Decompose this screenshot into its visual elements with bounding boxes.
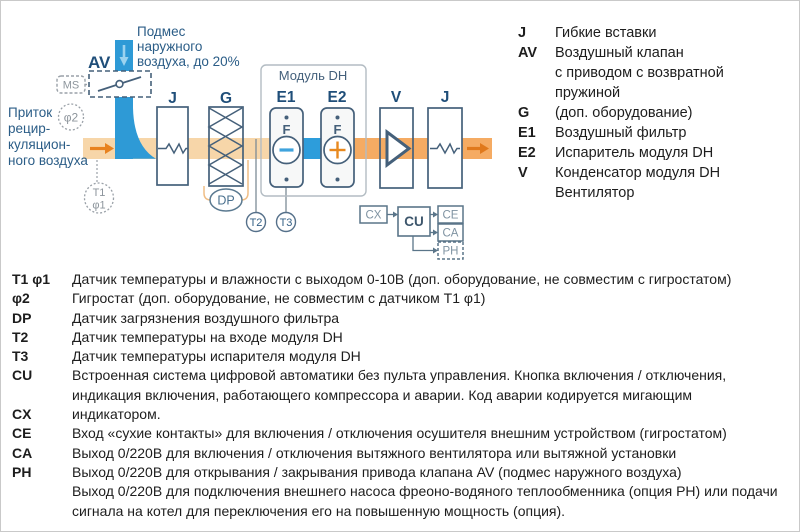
legend-key: E2 bbox=[518, 145, 536, 161]
e1-label: E1 bbox=[276, 89, 296, 106]
legend-text: с приводом с возвратной bbox=[555, 65, 724, 81]
note-row bbox=[12, 463, 778, 482]
note-text: Датчик температуры испарителя модуля DH bbox=[72, 348, 361, 365]
note-key: CE bbox=[12, 425, 32, 442]
note-text: Выход 0/220В для включения / отключения вытяжного вентилятора или вытяжной установки bbox=[72, 444, 677, 461]
svg-text:рецир-: рецир- bbox=[8, 121, 51, 136]
legend-row bbox=[518, 103, 724, 123]
ce-label: CE bbox=[442, 209, 459, 222]
legend-text: (доп. оборудование) bbox=[555, 105, 693, 121]
legend-key bbox=[518, 83, 555, 103]
note-key: DP bbox=[12, 309, 32, 326]
note-row bbox=[12, 482, 778, 501]
ph-label: PH bbox=[442, 245, 459, 258]
note-key bbox=[12, 502, 72, 521]
control-unit-block bbox=[360, 206, 463, 259]
svg-text:воздуха, до 20%: воздуха, до 20% bbox=[137, 54, 240, 69]
note-text: Встроенная система цифровой автоматики без пульта управления. Кнопка включения / отключения, bbox=[72, 367, 727, 384]
cu-label: CU bbox=[404, 214, 424, 229]
svg-text:Приток: Приток bbox=[8, 105, 53, 120]
svg-text:DP: DP bbox=[217, 193, 235, 208]
v-label: V bbox=[390, 89, 402, 106]
g-label: G bbox=[219, 90, 233, 107]
t1phi1-sensor bbox=[85, 160, 114, 213]
t2-sensor bbox=[247, 213, 266, 232]
legend-row bbox=[518, 83, 724, 103]
note-key: PH bbox=[12, 463, 32, 480]
legend-row bbox=[518, 143, 724, 163]
legend-row bbox=[518, 43, 724, 63]
note-row bbox=[12, 366, 778, 385]
note-key: CU bbox=[12, 367, 33, 384]
legend-key: E1 bbox=[518, 125, 536, 141]
legend-text: Испаритель модуля DH bbox=[555, 145, 714, 161]
module-e1 bbox=[270, 108, 303, 187]
legend-row bbox=[518, 123, 724, 143]
component-legend bbox=[518, 23, 724, 203]
note-key: T2 bbox=[12, 328, 29, 345]
svg-text:T2: T2 bbox=[249, 217, 263, 229]
note-key: CX bbox=[12, 406, 32, 423]
note-text: Датчик температуры и влажности с выходом 0-10В (доп. оборудование, не совместим с гигростатом) bbox=[72, 271, 732, 287]
note-text: индикация включения, работающего компрессора и аварии. Код аварии кодируется мигающим bbox=[72, 386, 693, 403]
legend-text: Конденсатор модуля DH bbox=[555, 165, 721, 181]
note-row bbox=[12, 386, 778, 405]
legend-text: Гибкие вставки bbox=[555, 25, 657, 41]
cx-label: CX bbox=[365, 209, 382, 222]
note-row bbox=[12, 444, 778, 463]
outdoor-air-note bbox=[137, 24, 240, 69]
av-label: AV bbox=[88, 53, 111, 72]
e1-fan-label: F bbox=[282, 122, 291, 137]
svg-text:T1: T1 bbox=[92, 187, 106, 199]
note-text: Выход 0/220В для подключения внешнего насоса фреоно-водяного теплообменника (опция PH) или подачи bbox=[72, 483, 778, 500]
note-row bbox=[12, 424, 778, 443]
svg-text:T3: T3 bbox=[279, 217, 293, 229]
note-row bbox=[12, 347, 778, 366]
note-key bbox=[12, 482, 72, 501]
note-row bbox=[12, 328, 778, 347]
legend-text: Воздушный клапан bbox=[555, 45, 684, 61]
note-key: T1 φ1 bbox=[12, 271, 51, 287]
note-text: Выход 0/220В для открывания / закрывания привода клапана AV (подмес наружного воздуха) bbox=[72, 463, 682, 480]
note-key: T3 bbox=[12, 348, 29, 365]
j2-label: J bbox=[440, 89, 450, 106]
signal-notes bbox=[12, 270, 778, 521]
j1-label: J bbox=[168, 90, 177, 107]
legend-key: AV bbox=[518, 45, 538, 61]
note-key bbox=[12, 386, 72, 405]
svg-text:Подмес: Подмес bbox=[137, 24, 186, 39]
svg-text:ного воздуха: ного воздуха bbox=[8, 153, 88, 168]
note-key: CA bbox=[12, 444, 33, 461]
legend-text: пружиной bbox=[555, 85, 621, 101]
note-text: Датчик температуры на входе модуля DH bbox=[72, 328, 343, 345]
e2-label: E2 bbox=[327, 89, 347, 106]
note-text: Вход «сухие контакты» для включения / отключения осушителя внешним устройством (гигростатом) bbox=[72, 425, 727, 442]
e2-fan-label: F bbox=[333, 122, 342, 137]
legend-key: J bbox=[518, 25, 527, 41]
legend-key: G bbox=[518, 105, 530, 121]
note-text: индикатором. bbox=[72, 406, 161, 423]
t3-sensor bbox=[277, 213, 296, 232]
legend-row bbox=[518, 163, 724, 183]
legend-text: Воздушный фильтр bbox=[555, 125, 687, 141]
module-e2 bbox=[321, 108, 354, 187]
legend-row bbox=[518, 63, 724, 83]
legend-key: V bbox=[518, 165, 528, 181]
ca-label: CA bbox=[442, 227, 459, 240]
av-damper bbox=[89, 71, 151, 97]
note-row bbox=[12, 270, 778, 289]
note-text: Датчик загрязнения воздушного фильтра bbox=[72, 309, 340, 326]
legend-key bbox=[518, 183, 555, 203]
fan-triangle-icon bbox=[387, 132, 409, 165]
note-row bbox=[12, 502, 778, 521]
module-dh-label: Модуль DH bbox=[278, 68, 348, 83]
flexible-insert-1 bbox=[157, 107, 188, 185]
note-row bbox=[12, 289, 778, 308]
phi2-label: φ2 bbox=[63, 110, 79, 125]
note-row bbox=[12, 405, 778, 424]
flexible-insert-2 bbox=[428, 108, 462, 188]
legend-key bbox=[518, 63, 555, 83]
note-row bbox=[12, 309, 778, 328]
note-text: сигнала на котел для переключения его на повышенную мощность (опция). bbox=[72, 502, 566, 519]
legend-row bbox=[518, 183, 724, 203]
svg-text:куляцион-: куляцион- bbox=[8, 137, 71, 152]
note-text: Гигростат (доп. оборудование, не совместим с датчиком T1 φ1) bbox=[72, 290, 486, 307]
note-key: φ2 bbox=[12, 290, 30, 307]
svg-text:наружного: наружного bbox=[137, 39, 203, 54]
legend-text: Вентилятор bbox=[555, 185, 635, 201]
legend-row bbox=[518, 23, 724, 43]
svg-text:φ1: φ1 bbox=[92, 199, 106, 212]
ms-label: MS bbox=[62, 79, 80, 92]
